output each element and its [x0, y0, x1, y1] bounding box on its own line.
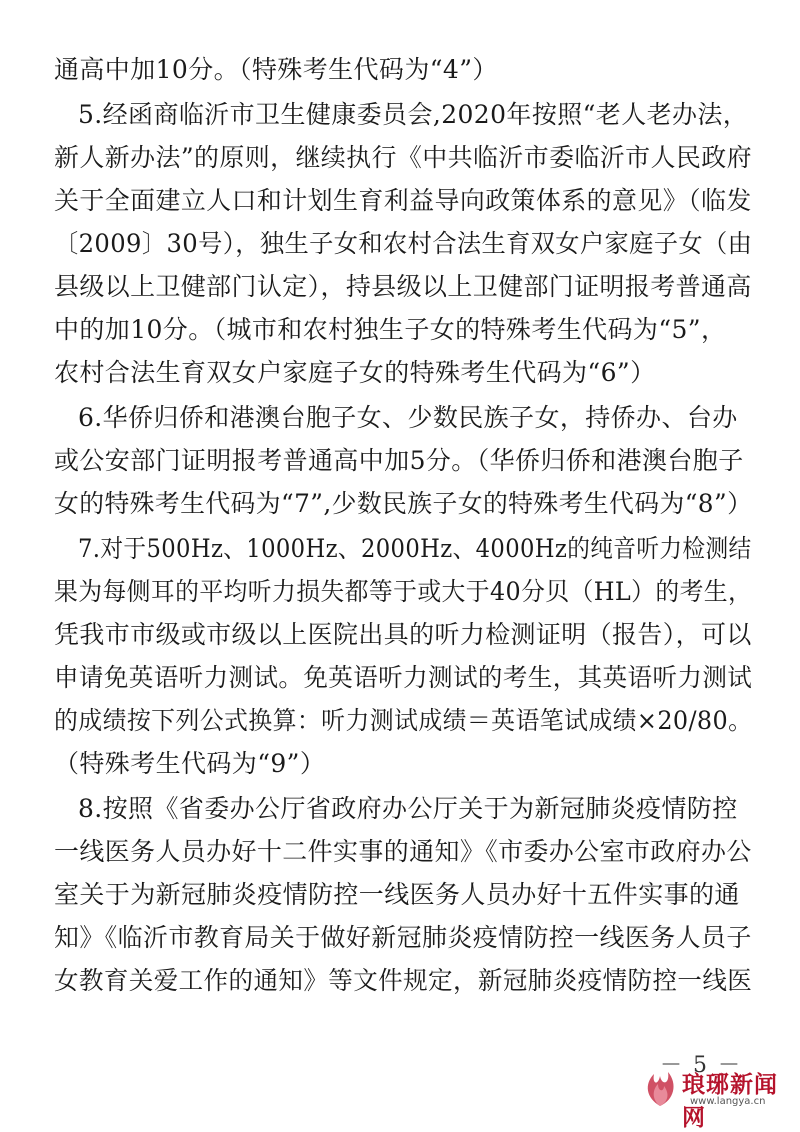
page-number: － 5 －: [660, 1053, 742, 1078]
text-line: 8.按照《省委办公厅省政府办公厅关于为新冠肺炎疫情防控: [78, 794, 738, 823]
text-line: 知》《临沂市教育局关于做好新冠肺炎疫情防控一线医务人员子: [54, 923, 752, 952]
text-line: 申请免英语听力测试。免英语听力测试的考生，其英语听力测试: [54, 663, 753, 692]
text-line: 或公安部门证明报考普通高中加5分。（华侨归侨和港澳台胞子: [54, 446, 744, 475]
text-line: 女教育关爱工作的通知》等文件规定，新冠肺炎疫情防控一线医: [54, 966, 753, 995]
text-line: 县级以上卫健部门认定），持县级以上卫健部门证明报考普通高: [54, 272, 752, 301]
text-line: 中的加10分。（城市和农村独生子女的特殊考生代码为“5”，: [54, 315, 727, 344]
text-line: 7.对于500Hz、1000Hz、2000Hz、4000Hz的纯音听力检测结: [78, 534, 752, 563]
text-line: 新人新办法”的原则，继续执行《中共临沂市委临沂市人民政府: [54, 143, 753, 172]
text-line: 关于全面建立人口和计划生育利益导向政策体系的意见》（临发: [54, 186, 752, 215]
text-line: 6.华侨归侨和港澳台胞子女、少数民族子女，持侨办、台办: [78, 403, 738, 432]
text-line: 一线医务人员办好十二件实事的通知》《市委办公室市政府办公: [54, 837, 752, 866]
text-line: 的成绩按下列公式换算：听力测试成绩＝英语笔试成绩×20/80。: [54, 706, 753, 735]
text-line: 通高中加10分。（特殊考生代码为“4”）: [54, 55, 498, 84]
text-line: （特殊考生代码为“9”）: [54, 749, 326, 778]
watermark-url: www.langya.cn: [690, 1096, 766, 1107]
text-line: 女的特殊考生代码为“7”,少数民族子女的特殊考生代码为“8”）: [54, 489, 753, 518]
watermark-name: 琅琊新闻网: [682, 1072, 778, 1131]
flame-logo-icon: [640, 1062, 680, 1108]
text-line: 5.经函商临沂市卫生健康委员会,2020年按照“老人老办法，: [78, 100, 749, 129]
text-line: 室关于为新冠肺炎疫情防控一线医务人员办好十五件实事的通: [54, 880, 740, 909]
text-line: 果为每侧耳的平均听力损失都等于或大于40分贝（HL）的考生，: [54, 577, 753, 606]
text-line: 凭我市市级或市级以上医院出具的听力检测证明（报告），可以: [54, 620, 752, 649]
text-line: 农村合法生育双女户家庭子女的特殊考生代码为“6”）: [54, 358, 656, 387]
site-watermark: [640, 1062, 800, 1131]
text-line: 〔2009〕30号），独生子女和农村合法生育双女户家庭子女（由: [54, 229, 753, 258]
